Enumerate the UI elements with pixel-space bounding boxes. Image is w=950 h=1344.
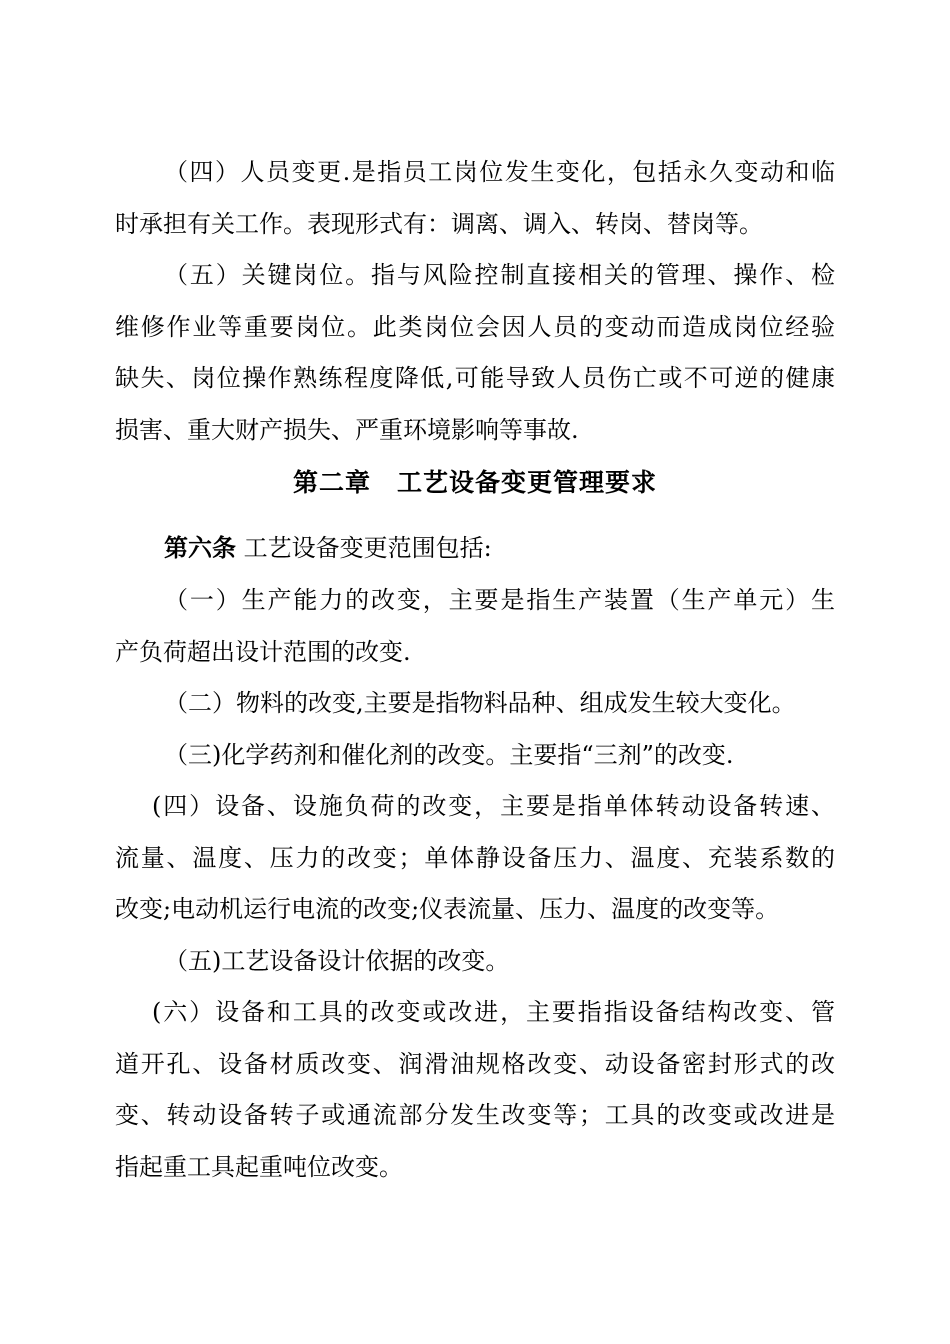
article-6-item-4-line-1: (四）设备、设施负荷的改变，主要是指单体转动设备转速、 — [152, 792, 835, 820]
article-6-item-4-line-3: 改变;电动机运行电流的改变;仪表流量、压力、温度的改变等。 — [115, 895, 780, 923]
article-6-item-4-line-2: 流量、温度、压力的改变；单体静设备压力、温度、充装系数的 — [115, 844, 835, 872]
article-6-text: 工艺设备变更范围包括: — [236, 534, 492, 562]
section-4-line-1: （四）人员变更.是指员工岗位发生变化，包括永久变动和临 — [164, 158, 835, 186]
chapter-2-heading: 第二章 工艺设备变更管理要求 — [292, 468, 657, 497]
article-6-intro — [164, 532, 835, 564]
article-6-item-2: （二）物料的改变,主要是指物料品种、组成发生较大变化。 — [164, 689, 796, 717]
article-6-item-6-line-4: 指起重工具起重吨位改变。 — [115, 1153, 403, 1181]
section-5-line-4: 损害、重大财产损失、严重环境影响等事故. — [115, 416, 579, 444]
section-5-line-2: 维修作业等重要岗位。此类岗位会因人员的变动而造成岗位经验 — [115, 313, 835, 341]
section-5-line-3: 缺失、岗位操作熟练程度降低,可能导致人员伤亡或不可逆的健康 — [115, 364, 835, 392]
article-6-item-1-line-1: （一）生产能力的改变，主要是指生产装置（生产单元）生 — [164, 586, 835, 614]
section-4-line-2: 时承担有关工作。表现形式有：调离、调入、转岗、替岗等。 — [115, 210, 763, 238]
section-5-line-1: （五）关键岗位。指与风险控制直接相关的管理、操作、检 — [164, 261, 835, 289]
article-6-item-1-line-2: 产负荷超出设计范围的改变. — [115, 638, 411, 666]
article-6-item-6-line-2: 道开孔、设备材质改变、润滑油规格改变、动设备密封形式的改 — [115, 1050, 835, 1078]
article-6-item-6-line-1: (六）设备和工具的改变或改进，主要指指设备结构改变、管 — [152, 998, 835, 1026]
article-6-item-6-line-3: 变、转动设备转子或通流部分发生改变等；工具的改变或改进是 — [115, 1101, 835, 1129]
article-6-item-5: （五)工艺设备设计依据的改变。 — [164, 947, 510, 975]
article-6-label: 第六条 — [164, 534, 236, 562]
article-6-item-3: （三)化学药剂和催化剂的改变。主要指“三剂”的改变. — [164, 741, 734, 769]
